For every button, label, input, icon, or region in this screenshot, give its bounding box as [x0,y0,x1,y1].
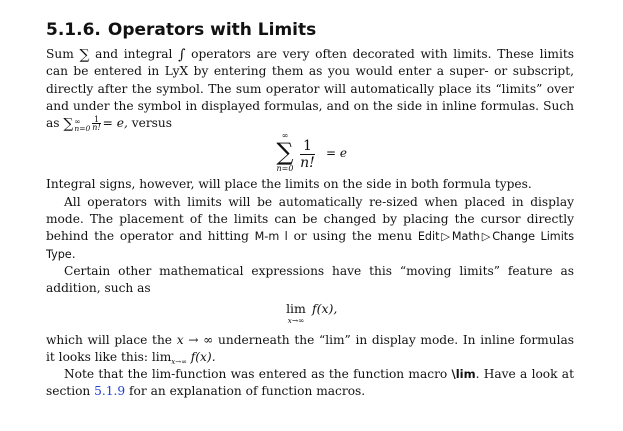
inline-equals-e: = e, [102,116,128,131]
inline-fraction [92,116,100,131]
display-sum-upper: ∞ [281,131,289,141]
paragraph-function-macro [46,366,574,401]
lim-macro: \lim [451,367,476,382]
text-and-integral: and integral [95,47,173,61]
period: . [71,246,76,261]
text-sum: Sum [46,47,74,61]
paragraph-limits-intro [46,46,574,132]
paragraph-integral-signs: Integral signs, however, will place the limits on the side in both formula types. [46,177,532,192]
keyboard-shortcut: M-m l [254,230,288,244]
paragraph-moving-limits: Certain other mathematical expressions have this “moving limits” feature as addition, such as [46,263,574,296]
section-link[interactable]: 5.1.9 [94,384,126,399]
inline-frac-den: n! [92,123,101,133]
inline-sum-symbol: ∑ [63,116,74,133]
integral-symbol: ∫ [178,47,186,63]
display-sum-lower: n=0 [276,164,294,174]
paragraph-lim-inline [46,332,574,367]
inline-lim-operator: lim [151,349,172,364]
text-versus: versus [131,116,173,131]
display-sum-formula [46,132,574,176]
text-menu: or using the menu [293,229,413,244]
display-fraction [300,138,315,171]
inline-upper-limit: ∞ [74,117,81,127]
text-operators: operators are very often decorated with limits. These limits can be entered in [46,47,574,79]
display-lim-subscript: x→∞ [287,315,305,325]
text-underneath: underneath the “lim” in display mode. In inline formulas it looks like this: [46,332,574,364]
text-sum-explanation: by entering them as you would enter a super- or subscript, directly after the symbol. The sum operator will automatically place its “limits” over and under the symbol in displayed formulas, and on the side in inline formulas. Such as [46,64,575,131]
inline-frac-num: 1 [93,115,100,125]
text-which-will: which will place the [46,332,173,347]
section-number: 5.1.6. [46,20,101,40]
sum-symbol: ∑ [79,47,90,63]
inline-lower-limit: n=0 [74,124,91,134]
inline-lim-expression: f(x). [190,349,216,364]
display-lim-formula [46,298,574,332]
document-page [46,18,574,401]
inline-x-to-infinity: x → ∞ [176,332,214,347]
menu-path: Edit▷Math▷Change Limits Type [46,230,575,261]
text-have-a-look: . Have a look at section [46,367,574,399]
lyx-logo: LyX [164,64,189,79]
inline-lim-subscript: x→∞ [171,357,187,366]
paragraph-resize [46,194,574,263]
display-lim-expression: f(x), [312,300,338,316]
display-frac-den: n! [300,155,315,172]
text-note: Note that the lim-function was entered as the function macro [64,367,448,382]
inline-lim-formula [152,350,216,364]
section-title: Operators with Limits [107,20,317,40]
text-explanation: for an explanation of function macros. [129,384,366,399]
display-lim-operator: lim [286,300,306,316]
text-resize: All operators with limits will be automatically re-sized when placed in display mode. The placement of the limits can be changed by placing the cursor directly behind the operator and hitting [46,194,574,244]
section-heading [46,18,574,46]
display-frac-num: 1 [300,138,315,155]
display-equals-e: = e [326,146,347,161]
inline-sum-formula [63,115,128,134]
display-sum-symbol: ∑ [276,138,294,167]
